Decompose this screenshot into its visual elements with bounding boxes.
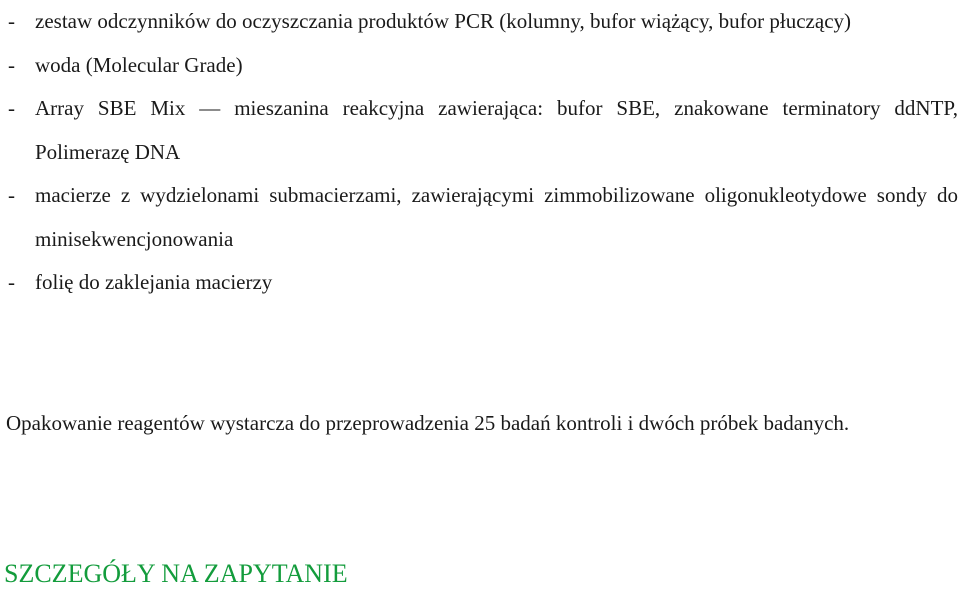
list-item <box>8 0 958 44</box>
list-bullet: - <box>8 270 15 294</box>
list-bullet: - <box>8 96 15 120</box>
list-item <box>8 87 958 174</box>
package-description: Opakowanie reagentów wystarcza do przeprowadzenia 25 badań kontroli i dwóch próbek badanych. <box>6 411 850 435</box>
list-bullet: - <box>8 9 15 33</box>
list-item-text: folię do zaklejania macierzy <box>35 270 273 294</box>
details-on-request-heading: SZCZEGÓŁY NA ZAPYTANIE <box>4 559 348 588</box>
list-item <box>8 44 958 88</box>
list-item-text: zestaw odczynników do oczyszczania produktów PCR (kolumny, bufor wiążący, bufor płuczący) <box>35 9 852 33</box>
list-item <box>8 174 958 261</box>
list-item-text: woda (Molecular Grade) <box>35 52 243 77</box>
list-item-text: macierze z wydzielonami submacierzami, zawierającymi zimmobilizowane oligonukleotydowe sondy do minisekwencjonowania <box>35 183 958 251</box>
list-bullet: - <box>8 52 15 77</box>
reagent-list <box>8 0 958 305</box>
list-bullet: - <box>8 183 15 207</box>
list-item-text: Array SBE Mix — mieszanina reakcyjna zawierająca: bufor SBE, znakowane terminatory ddNTP, Polimerazę DNA <box>35 96 958 164</box>
list-item <box>8 261 958 305</box>
